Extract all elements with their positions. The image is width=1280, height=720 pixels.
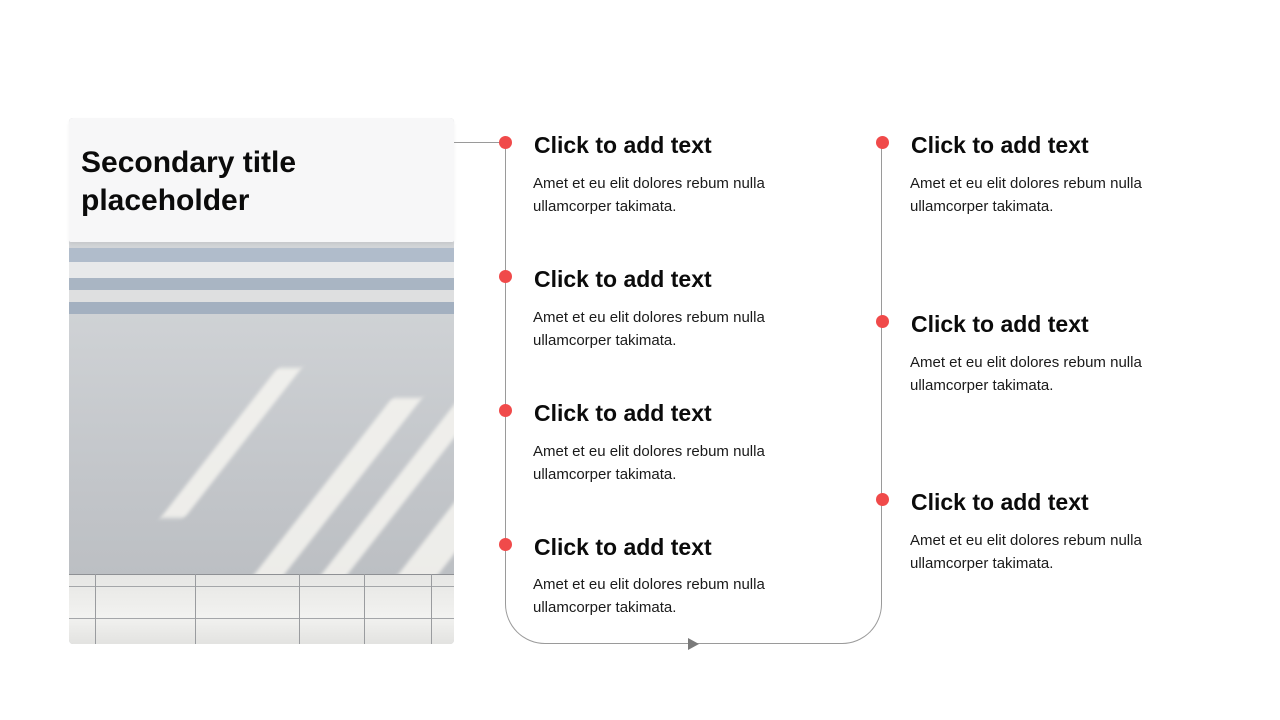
ceiling-band [69, 302, 454, 314]
floor-tile-line [69, 586, 454, 587]
arrow-right-icon [688, 638, 699, 650]
ceiling-band [69, 248, 454, 262]
item-heading[interactable]: Click to add text [534, 266, 712, 292]
timeline-dot [499, 538, 512, 551]
ceiling-band [69, 262, 454, 278]
timeline-dot [499, 404, 512, 417]
item-body[interactable]: Amet et eu elit dolores rebum nulla ullamcorper takimata. [910, 532, 1142, 572]
item-body[interactable]: Amet et eu elit dolores rebum nulla ullamcorper takimata. [533, 175, 765, 215]
item-heading[interactable]: Click to add text [534, 132, 712, 158]
timeline-dot [876, 315, 889, 328]
item-heading[interactable]: Click to add text [911, 132, 1089, 158]
floor-tile-line [299, 574, 300, 644]
item-heading[interactable]: Click to add text [534, 534, 712, 560]
title-card [69, 118, 454, 242]
slide-title[interactable]: Secondary title placeholder [81, 146, 297, 217]
item-heading[interactable]: Click to add text [911, 489, 1089, 515]
timeline-dot [876, 493, 889, 506]
item-body[interactable]: Amet et eu elit dolores rebum nulla ullamcorper takimata. [910, 175, 1142, 215]
floor-tile-line [95, 574, 96, 644]
timeline-connector [454, 142, 505, 143]
timeline-dot [499, 136, 512, 149]
floor-tile-line [195, 574, 196, 644]
floor-tile-line [69, 618, 454, 619]
item-heading[interactable]: Click to add text [534, 400, 712, 426]
photo-floor [69, 574, 454, 644]
item-body[interactable]: Amet et eu elit dolores rebum nulla ullamcorper takimata. [533, 309, 765, 349]
ceiling-band [69, 278, 454, 290]
item-body[interactable]: Amet et eu elit dolores rebum nulla ullamcorper takimata. [910, 354, 1142, 394]
item-body[interactable]: Amet et eu elit dolores rebum nulla ullamcorper takimata. [533, 443, 765, 483]
ceiling-band [69, 290, 454, 302]
floor-tile-line [364, 574, 365, 644]
item-heading[interactable]: Click to add text [911, 311, 1089, 337]
timeline-dot [499, 270, 512, 283]
timeline-dot [876, 136, 889, 149]
photo-wall [69, 314, 454, 576]
floor-tile-line [431, 574, 432, 644]
item-body[interactable]: Amet et eu elit dolores rebum nulla ullamcorper takimata. [533, 576, 765, 616]
